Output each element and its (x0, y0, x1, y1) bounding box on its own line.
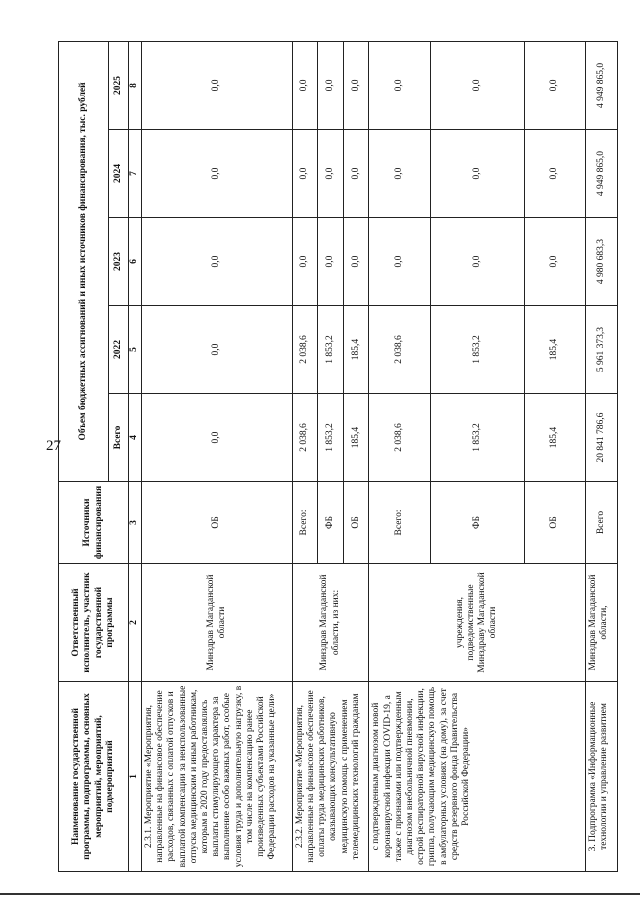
value-cell: 0,0 (318, 130, 344, 218)
header-name: Наименование государственной программы, подпрограммы, основных мероприятий, мероприятий, подмероприятий (59, 682, 129, 872)
column-number: 3 (129, 482, 142, 564)
row-responsible: Минздрав Магаданской области (142, 564, 293, 682)
row-name: 2.3.2. Мероприятие «Мероприятия, направленные на финансовое обеспечение оплаты труда медицинских работников, оказывающих консультативную медицинскую помощь с применением телемедицинских технологий гражданам (292, 682, 369, 872)
table-row (292, 41, 318, 871)
value-cell: 0,0 (142, 394, 293, 482)
table-row (586, 41, 618, 871)
value-cell: 0,0 (524, 130, 586, 218)
value-cell: 0,0 (431, 130, 524, 218)
row-source: ФБ (318, 482, 344, 564)
header-responsible: Ответственный исполнитель, участник государственной программы (59, 564, 129, 682)
header-volume: Объем бюджетных ассигнований и иных источников финансирования, тыс. рублей (59, 41, 109, 481)
bottom-rule (0, 893, 640, 895)
column-number: 7 (129, 130, 142, 218)
row-source: Всего: (292, 482, 318, 564)
row-source: Всего: (369, 482, 431, 564)
value-cell: 5 961 373,3 (586, 306, 618, 394)
header-year: 2025 (109, 41, 129, 129)
value-cell: 0,0 (343, 130, 369, 218)
value-cell: 4 949 865,0 (586, 41, 618, 129)
header-year: 2024 (109, 130, 129, 218)
header-total: Всего (109, 394, 129, 482)
header-year: 2022 (109, 306, 129, 394)
value-cell: 20 841 786,6 (586, 394, 618, 482)
value-cell: 0,0 (142, 218, 293, 306)
row-source: ОБ (343, 482, 369, 564)
value-cell: 0,0 (142, 306, 293, 394)
value-cell: 0,0 (431, 41, 524, 129)
value-cell: 2 038,6 (292, 394, 318, 482)
value-cell: 1 853,2 (431, 306, 524, 394)
value-cell: 4 980 683,3 (586, 218, 618, 306)
column-number: 2 (129, 564, 142, 682)
row-responsible: Минздрав Магаданской области, из них: (292, 564, 369, 682)
value-cell: 0,0 (369, 130, 431, 218)
value-cell: 4 949 865,0 (586, 130, 618, 218)
value-cell: 0,0 (431, 218, 524, 306)
value-cell: 1 853,2 (318, 306, 344, 394)
row-name: 2.3.1. Мероприятие «Мероприятия, направленные на финансовое обеспечение расходов, связанных с оплатой отпусков и выплатой компенсации за неиспользованные отпуска медицинским и иным работникам, которым в 2020 году предоставлялись выплаты стимулирующего характера за выполнение особо важных работ, особые условия труда и дополнительную нагрузку, в том числе на компенсацию ранее произведенных субъектами Российской Федерации расходов на указанные цели» (142, 682, 293, 872)
column-number: 8 (129, 41, 142, 129)
value-cell: 0,0 (343, 218, 369, 306)
table-row (142, 41, 293, 871)
value-cell: 2 038,6 (369, 394, 431, 482)
financing-table (58, 41, 618, 872)
row-source: ОБ (142, 482, 293, 564)
value-cell: 2 038,6 (369, 306, 431, 394)
value-cell: 185,4 (343, 306, 369, 394)
value-cell: 0,0 (292, 130, 318, 218)
column-number: 1 (129, 682, 142, 872)
value-cell: 0,0 (142, 41, 293, 129)
value-cell: 185,4 (524, 306, 586, 394)
row-name: 3. Подпрограмма «Информационные технологии и управление развитием (586, 682, 618, 872)
value-cell: 0,0 (369, 41, 431, 129)
value-cell: 0,0 (524, 218, 586, 306)
value-cell: 0,0 (318, 41, 344, 129)
value-cell: 2 038,6 (292, 306, 318, 394)
value-cell: 0,0 (343, 41, 369, 129)
value-cell: 185,4 (524, 394, 586, 482)
column-number: 5 (129, 306, 142, 394)
value-cell: 0,0 (292, 218, 318, 306)
value-cell: 0,0 (369, 218, 431, 306)
value-cell: 0,0 (524, 41, 586, 129)
row-responsible: учреждения, подведомственные Минздраву Магаданской области (369, 564, 586, 682)
table-row (369, 41, 431, 871)
page-number: 27 (46, 438, 61, 454)
header-year: 2023 (109, 218, 129, 306)
row-source: ФБ (431, 482, 524, 564)
row-responsible: Минздрав Магаданской области, (586, 564, 618, 682)
column-number: 6 (129, 218, 142, 306)
rotated-table-container (58, 42, 618, 872)
value-cell: 1 853,2 (318, 394, 344, 482)
value-cell: 0,0 (318, 218, 344, 306)
header-sources: Источники финансирования (59, 482, 129, 564)
row-source: ОБ (524, 482, 586, 564)
value-cell: 0,0 (292, 41, 318, 129)
row-name: с подтвержденным диагнозом новой коронавирусной инфекции COVID-19, а также с признаками или подтвержденным диагнозом внебольничной пневмонии, острой респираторной вирусной инфекции, гриппа, получающим медицинскую помощь в амбулаторных условиях (на дому), за счет средств резервного фонда Правительства Российской Федерации» (369, 682, 586, 872)
value-cell: 185,4 (343, 394, 369, 482)
column-number: 4 (129, 394, 142, 482)
value-cell: 0,0 (142, 130, 293, 218)
value-cell: 1 853,2 (431, 394, 524, 482)
row-source: Всего (586, 482, 618, 564)
